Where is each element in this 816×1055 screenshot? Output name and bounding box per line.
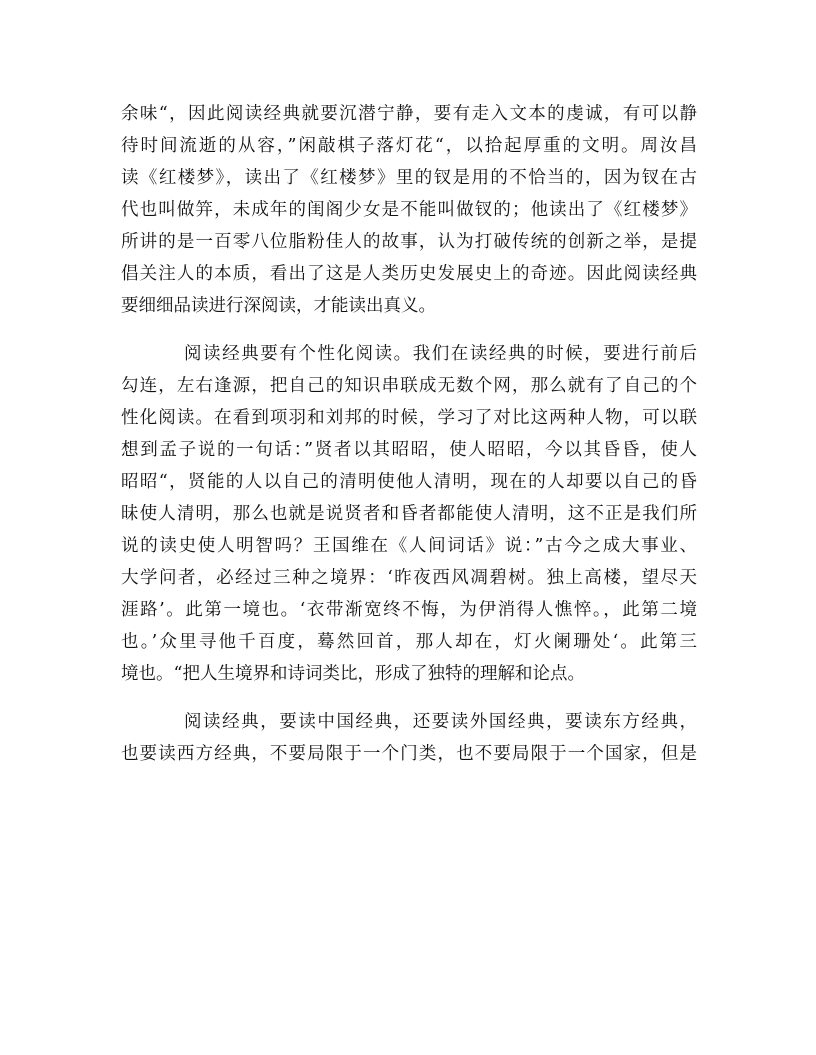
paragraph-1-line-3: 读《红楼梦》，读出了《红楼梦》里的钗是用的不恰当的，因为钗在古 [121,168,697,188]
paragraph-2-line-5: 昭昭“，贤能的人以自己的清明使他人清明，现在的人却要以自己的昏 [121,472,697,492]
paragraph-2-line-4: 想到孟子说的一句话：”贤者以其昭昭，使人昭昭，今以其昏昏，使人 [121,440,697,460]
paragraph-2-line-1: 阅读经典要有个性化阅读。我们在读经典的时候，要进行前后 [184,344,697,364]
paragraph-1-line-6: 倡关注人的本质，看出了这是人类历史发展史上的奇迹。因此阅读经典 [121,264,697,284]
paragraph-1-line-5: 所讲的是一百零八位脂粉佳人的故事，认为打破传统的创新之举，是提 [121,232,697,252]
paragraph-2-line-2: 勾连，左右逢源，把自己的知识串联成无数个网，那么就有了自己的个 [121,376,697,396]
paragraph-2-line-7: 说的读史使人明智吗？王国维在《人间词话》说：”古今之成大事业、 [121,536,697,556]
paragraph-2-line-8: 大学问者，必经过三种之境界：‘昨夜西风凋碧树。独上高楼，望尽天 [121,568,697,588]
paragraph-1-line-4: 代也叫做笄，未成年的闺阁少女是不能叫做钗的；他读出了《红楼梦》 [121,200,697,220]
paragraph-3-line-2: 也要读西方经典，不要局限于一个门类，也不要局限于一个国家，但是 [121,744,697,764]
paragraph-2-line-6: 昧使人清明，那么也就是说贤者和昏者都能使人清明，这不正是我们所 [121,504,697,524]
paragraph-1-line-2: 待时间流逝的从容，”闲敲棋子落灯花“，以拾起厚重的文明。周汝昌 [121,136,697,156]
paragraph-2-line-10: 也。’众里寻他千百度，蓦然回首，那人却在，灯火阑珊处‘。此第三 [121,632,697,652]
paragraph-3-line-1: 阅读经典，要读中国经典，还要读外国经典，要读东方经典， [184,712,697,732]
paragraph-1-line-1: 余味“，因此阅读经典就要沉潜宁静，要有走入文本的虔诚，有可以静 [121,104,697,124]
paragraph-1-line-7: 要细细品读进行深阅读，才能读出真义。 [121,296,436,316]
paragraph-2-line-9: 涯路’。此第一境也。‘衣带渐宽终不悔，为伊消得人憔悴。，此第二境 [121,600,697,620]
paragraph-2-line-3: 性化阅读。在看到项羽和刘邦的时候，学习了对比这两种人物，可以联 [121,408,697,428]
paragraph-2-line-11: 境也。“把人生境界和诗词类比，形成了独特的理解和论点。 [121,664,585,684]
